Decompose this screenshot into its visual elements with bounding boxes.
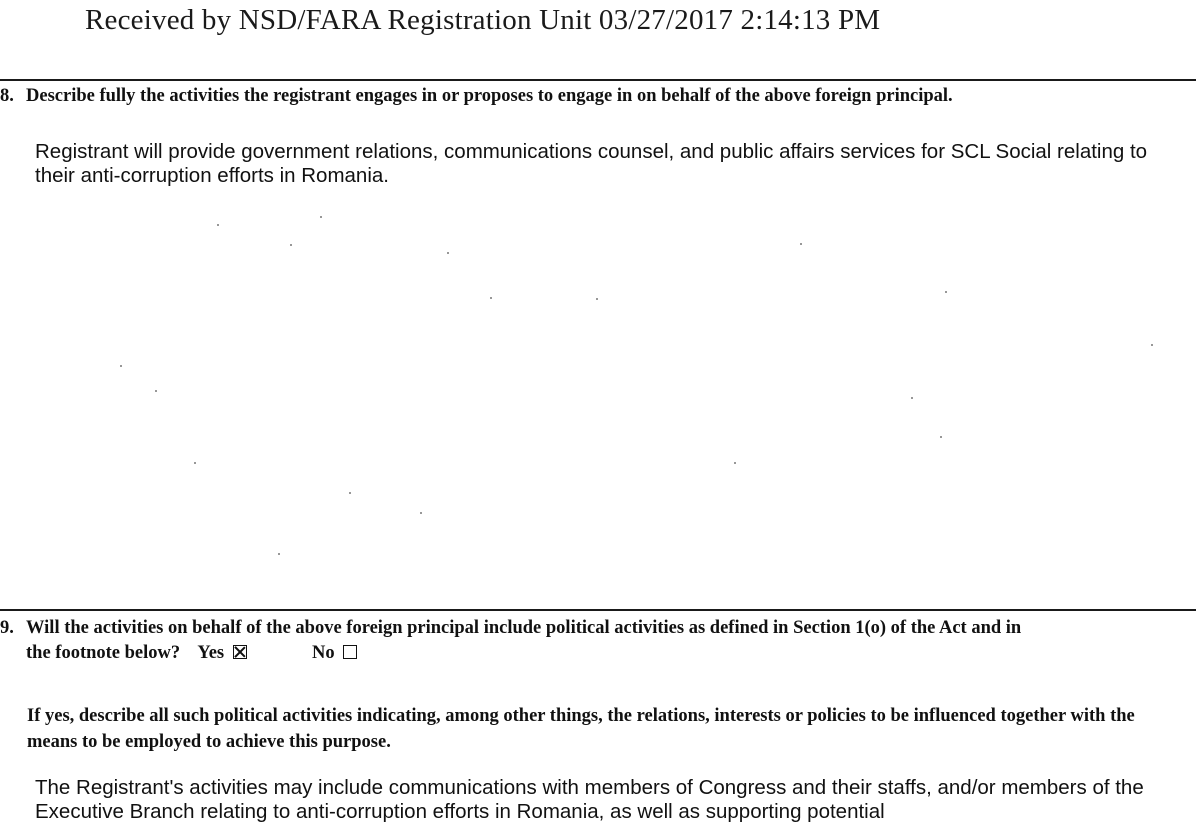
question-8 — [0, 86, 953, 107]
scan-speck — [940, 436, 942, 438]
question-9 — [0, 616, 1190, 666]
scan-speck — [800, 243, 802, 245]
question-9-text-line2: the footnote below? — [26, 643, 181, 663]
scan-speck — [911, 397, 913, 399]
section-divider-middle — [0, 609, 1196, 611]
if-yes-instructions: If yes, describe all such political activities indicating, among other things, the relations, interests or policies to be influenced together with the means to be employed to achieve this purpose. — [27, 706, 1135, 752]
scan-speck — [278, 553, 280, 555]
scan-speck — [447, 252, 449, 254]
no-label: No — [312, 643, 335, 663]
question-8-text: Describe fully the activities the registrant engages in or proposes to engage in on behalf of the above foreign principal. — [26, 86, 953, 106]
yes-checkbox[interactable] — [233, 645, 247, 659]
scan-speck — [596, 298, 598, 300]
scan-speck — [734, 462, 736, 464]
scan-speck — [194, 462, 196, 464]
scan-speck — [120, 365, 122, 367]
yes-label: Yes — [197, 643, 225, 663]
scan-speck — [290, 244, 292, 246]
answer-9: The Registrant's activities may include communications with members of Congress and their staffs, and/or members of the Executive Branch relating to anti-corruption efforts in Romania, as well as supporting potential — [35, 776, 1144, 823]
question-8-number: 8. — [0, 86, 14, 106]
scan-speck — [1151, 344, 1153, 346]
scan-speck — [945, 291, 947, 293]
question-9-text-line1: Will the activities on behalf of the above foreign principal include political activities as defined in Section 1(o) of the Act and in — [26, 618, 1022, 638]
section-divider-top — [0, 79, 1196, 81]
no-option[interactable] — [312, 641, 357, 666]
answer-8: Registrant will provide government relations, communications counsel, and public affairs services for SCL Social relating to their anti-corruption efforts in Romania. — [35, 140, 1148, 187]
no-checkbox[interactable] — [343, 645, 357, 659]
question-9-number: 9. — [0, 618, 14, 638]
scan-speck — [420, 512, 422, 514]
scan-speck — [349, 492, 351, 494]
yes-option[interactable] — [197, 641, 246, 666]
scan-speck — [155, 390, 157, 392]
scan-speck — [320, 216, 322, 218]
received-stamp: Received by NSD/FARA Registration Unit 03/27/2017 2:14:13 PM — [85, 4, 881, 36]
scan-speck — [217, 224, 219, 226]
scan-speck — [490, 297, 492, 299]
